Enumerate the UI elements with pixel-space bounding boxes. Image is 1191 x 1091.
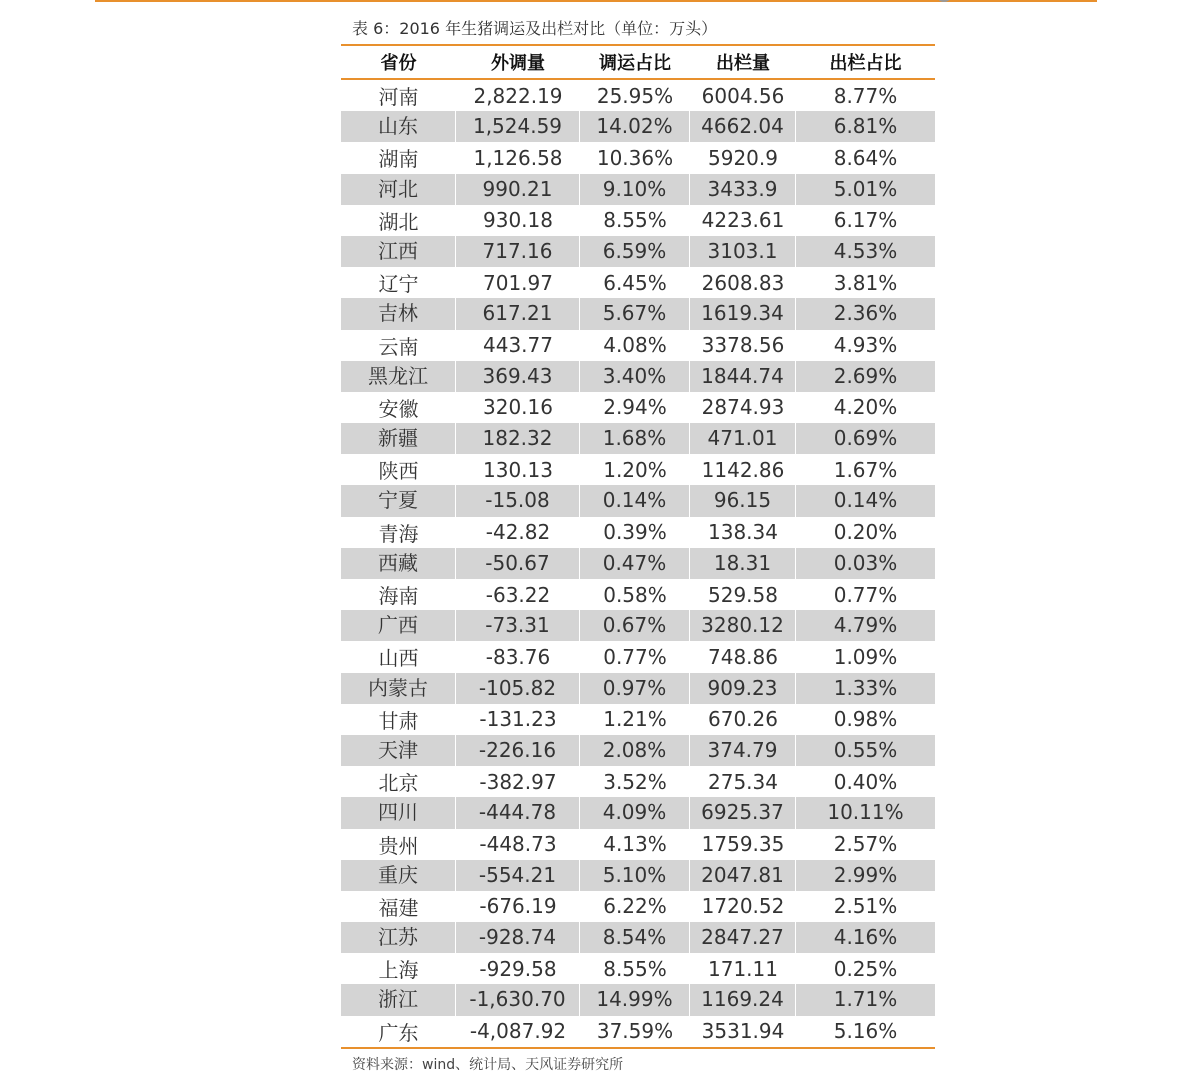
cell-transfer-share: 6.59% [580,236,690,267]
table-row [341,454,935,485]
cell-province: 福建 [378,895,419,920]
cell-transfer-share: 37.59% [596,1019,674,1044]
cell-province: 陕西 [378,459,419,484]
table-row [341,392,935,423]
cell-province: 辽宁 [378,272,419,297]
cell-transfer-share: 0.39% [603,520,667,545]
cell-outflow: 990.21 [456,174,580,205]
cell-outflow: 182.32 [456,423,580,454]
cell-outflow: -226.16 [456,735,580,766]
cell-slaughter-share: 0.20% [833,520,898,545]
cell-province: 贵州 [378,833,419,858]
header-outflow: 外调量 [491,53,545,74]
cell-province: 广东 [378,1020,419,1045]
cell-province: 新疆 [341,423,456,454]
table-row [341,330,935,361]
cell-transfer-share: 4.09% [580,797,690,828]
cell-transfer-share: 0.58% [603,582,667,607]
cell-transfer-share: 14.99% [580,984,690,1015]
header-slaughter: 出栏量 [716,53,770,74]
cell-transfer-share: 4.13% [603,832,667,857]
cell-slaughter: 2874.93 [701,395,785,420]
cell-transfer-share: 1.21% [603,707,667,732]
cell-slaughter: 670.26 [708,707,778,732]
table-caption: 表 6：2016 年生猪调运及出栏对比（单位：万头） [352,19,718,38]
table-bottom-rule [341,1047,935,1049]
cell-transfer-share: 9.10% [580,174,690,205]
cell-outflow: 1,126.58 [473,145,563,170]
data-table [341,44,935,1049]
cell-province: 山东 [341,111,456,142]
cell-slaughter: 1759.35 [701,832,785,857]
cell-slaughter-share: 5.01% [833,176,898,201]
cell-outflow: -15.08 [456,485,580,516]
cell-transfer-share: 3.40% [580,361,690,392]
cell-province: 黑龙江 [341,361,456,392]
cell-province: 上海 [378,958,419,983]
table-row [341,142,935,173]
table-row [341,704,935,735]
cell-transfer-share: 3.52% [603,769,667,794]
cell-transfer-share: 5.10% [580,860,690,891]
cell-transfer-share: 5.67% [580,298,690,329]
cell-slaughter: 275.34 [708,769,778,794]
cell-outflow: -928.74 [456,922,580,953]
cell-outflow: -42.82 [485,520,551,545]
cell-slaughter: 471.01 [690,423,796,454]
cell-slaughter: 4223.61 [701,208,785,233]
cell-slaughter: 138.34 [708,520,778,545]
cell-slaughter-share: 5.16% [833,1019,898,1044]
table-row [341,641,935,672]
cell-slaughter: 1619.34 [690,298,796,329]
cell-outflow: 701.97 [483,270,553,295]
cell-outflow: -444.78 [456,797,580,828]
cell-slaughter: 1720.52 [701,894,785,919]
cell-slaughter-share: 6.17% [833,208,898,233]
cell-province: 江西 [341,236,456,267]
cell-outflow: -73.31 [456,610,580,641]
cell-slaughter: 2047.81 [690,860,796,891]
cell-slaughter-share: 2.57% [833,832,898,857]
table-row [341,361,935,392]
table-row [341,517,935,548]
cell-slaughter: 171.11 [708,956,778,981]
cell-transfer-share: 2.08% [580,735,690,766]
cell-slaughter: 5920.9 [708,145,778,170]
cell-slaughter: 18.31 [690,548,796,579]
cell-slaughter-share: 1.33% [833,675,898,700]
cell-transfer-share: 0.77% [603,644,667,669]
table-row [341,267,935,298]
table-row [341,205,935,236]
cell-province: 云南 [378,334,419,359]
table-row [341,860,935,891]
table-row [341,1016,935,1047]
cell-province: 湖南 [378,147,419,172]
cell-transfer-share: 14.02% [580,111,690,142]
cell-slaughter: 1844.74 [690,361,796,392]
cell-slaughter: 1169.24 [690,984,796,1015]
cell-province: 海南 [378,584,419,609]
cell-transfer-share: 8.55% [603,208,667,233]
cell-transfer-share: 0.47% [580,548,690,579]
cell-province: 吉林 [341,298,456,329]
cell-outflow: 1,524.59 [456,111,580,142]
table-row [341,610,935,641]
cell-province: 浙江 [341,984,456,1015]
table-row [341,984,935,1015]
cell-outflow: -4,087.92 [469,1019,567,1044]
cell-transfer-share: 0.67% [580,610,690,641]
cell-province: 江苏 [341,922,456,953]
table-row [341,766,935,797]
table-row [341,548,935,579]
cell-slaughter-share: 1.67% [833,457,898,482]
cell-slaughter: 2608.83 [701,270,785,295]
cell-transfer-share: 10.36% [596,145,674,170]
cell-slaughter-share: 0.77% [833,582,898,607]
cell-outflow: 2,822.19 [473,83,563,108]
cell-slaughter: 909.23 [690,673,796,704]
table-row [341,298,935,329]
cell-slaughter: 6004.56 [701,83,785,108]
cell-slaughter-share: 0.14% [833,488,898,513]
cell-transfer-share: 0.97% [580,673,690,704]
cell-slaughter-share: 4.20% [833,395,898,420]
cell-slaughter-share: 0.03% [833,550,898,575]
cell-transfer-share: 4.08% [603,333,667,358]
cell-province: 湖北 [378,209,419,234]
cell-outflow: -382.97 [479,769,557,794]
cell-slaughter-share: 2.99% [833,862,898,887]
table-row [341,673,935,704]
table-row [341,236,935,267]
cell-slaughter-share: 0.98% [833,707,898,732]
cell-slaughter: 3378.56 [701,333,785,358]
cell-slaughter: 6925.37 [690,797,796,828]
cell-outflow: -448.73 [479,832,557,857]
table-row [341,891,935,922]
cell-province: 宁夏 [341,485,456,516]
cell-slaughter-share: 0.69% [833,426,898,451]
cell-province: 河南 [378,85,419,110]
cell-province: 西藏 [341,548,456,579]
cell-slaughter-share: 0.55% [833,737,898,762]
cell-slaughter-share: 4.93% [833,333,898,358]
cell-outflow: -50.67 [456,548,580,579]
cell-slaughter: 3103.1 [690,236,796,267]
cell-transfer-share: 2.94% [603,395,667,420]
table-row [341,80,935,111]
cell-slaughter-share: 8.77% [833,83,898,108]
cell-outflow: -1,630.70 [456,984,580,1015]
cell-province: 天津 [341,735,456,766]
cell-slaughter: 2847.27 [690,922,796,953]
cell-province: 四川 [341,797,456,828]
cell-slaughter-share: 1.71% [833,987,898,1012]
cell-outflow: 443.77 [483,333,553,358]
cell-slaughter-share: 2.36% [833,301,898,326]
table-row [341,735,935,766]
cell-slaughter: 529.58 [708,582,778,607]
cell-outflow: 369.43 [456,361,580,392]
cell-province: 内蒙古 [341,673,456,704]
table-row [341,922,935,953]
cell-outflow: -83.76 [485,644,551,669]
cell-slaughter: 374.79 [690,735,796,766]
cell-outflow: 717.16 [456,236,580,267]
cell-slaughter-share: 2.51% [833,894,898,919]
cell-province: 广西 [341,610,456,641]
cell-outflow: 930.18 [483,208,553,233]
cell-slaughter: 3531.94 [701,1019,785,1044]
header-slaughter-share: 出栏占比 [829,53,902,74]
cell-province: 青海 [378,521,419,546]
table-row [341,174,935,205]
table-row [341,829,935,860]
cell-slaughter-share: 3.81% [833,270,898,295]
cell-slaughter: 96.15 [690,485,796,516]
cell-outflow: 617.21 [456,298,580,329]
cell-slaughter-share: 4.16% [833,925,898,950]
table-row [341,111,935,142]
cell-outflow: -554.21 [456,860,580,891]
header-transfer-share: 调运占比 [599,53,671,74]
header-province: 省份 [380,53,417,74]
cell-slaughter-share: 1.09% [833,644,898,669]
cell-transfer-share: 0.14% [580,485,690,516]
cell-transfer-share: 1.20% [603,457,667,482]
cell-slaughter-share: 10.11% [827,800,904,825]
table-row [341,797,935,828]
table-row [341,953,935,984]
table-row [341,485,935,516]
cell-outflow: -105.82 [456,673,580,704]
cell-slaughter: 3280.12 [690,610,796,641]
cell-slaughter-share: 4.79% [833,613,898,638]
cell-province: 甘肃 [378,708,419,733]
cell-slaughter: 4662.04 [690,111,796,142]
table-body [341,80,935,1047]
cell-slaughter-share: 0.40% [833,769,898,794]
cell-transfer-share: 6.45% [603,270,667,295]
cell-outflow: -63.22 [485,582,551,607]
cell-outflow: -676.19 [479,894,557,919]
cell-transfer-share: 8.55% [603,956,667,981]
cell-transfer-share: 8.54% [580,922,690,953]
table-header [341,46,935,78]
cell-slaughter-share: 4.53% [833,238,898,263]
cell-outflow: 320.16 [483,395,553,420]
cell-slaughter: 3433.9 [690,174,796,205]
cell-slaughter: 1142.86 [701,457,785,482]
cell-transfer-share: 25.95% [596,83,674,108]
cell-slaughter-share: 8.64% [833,145,898,170]
table-row [341,423,935,454]
cell-province: 山西 [378,646,419,671]
cell-province: 河北 [341,174,456,205]
cell-slaughter-share: 0.25% [833,956,898,981]
cell-outflow: -929.58 [479,956,557,981]
source-note: 资料来源：wind、统计局、天风证券研究所 [352,1057,624,1073]
table-row [341,579,935,610]
cell-province: 北京 [378,771,419,796]
cell-slaughter-share: 2.69% [833,363,898,388]
cell-slaughter-share: 6.81% [833,114,898,139]
cell-slaughter: 748.86 [708,644,778,669]
cell-outflow: 130.13 [483,457,553,482]
cell-province: 安徽 [378,396,419,421]
cell-province: 重庆 [341,860,456,891]
cell-transfer-share: 1.68% [580,423,690,454]
cell-outflow: -131.23 [479,707,557,732]
cell-transfer-share: 6.22% [603,894,667,919]
